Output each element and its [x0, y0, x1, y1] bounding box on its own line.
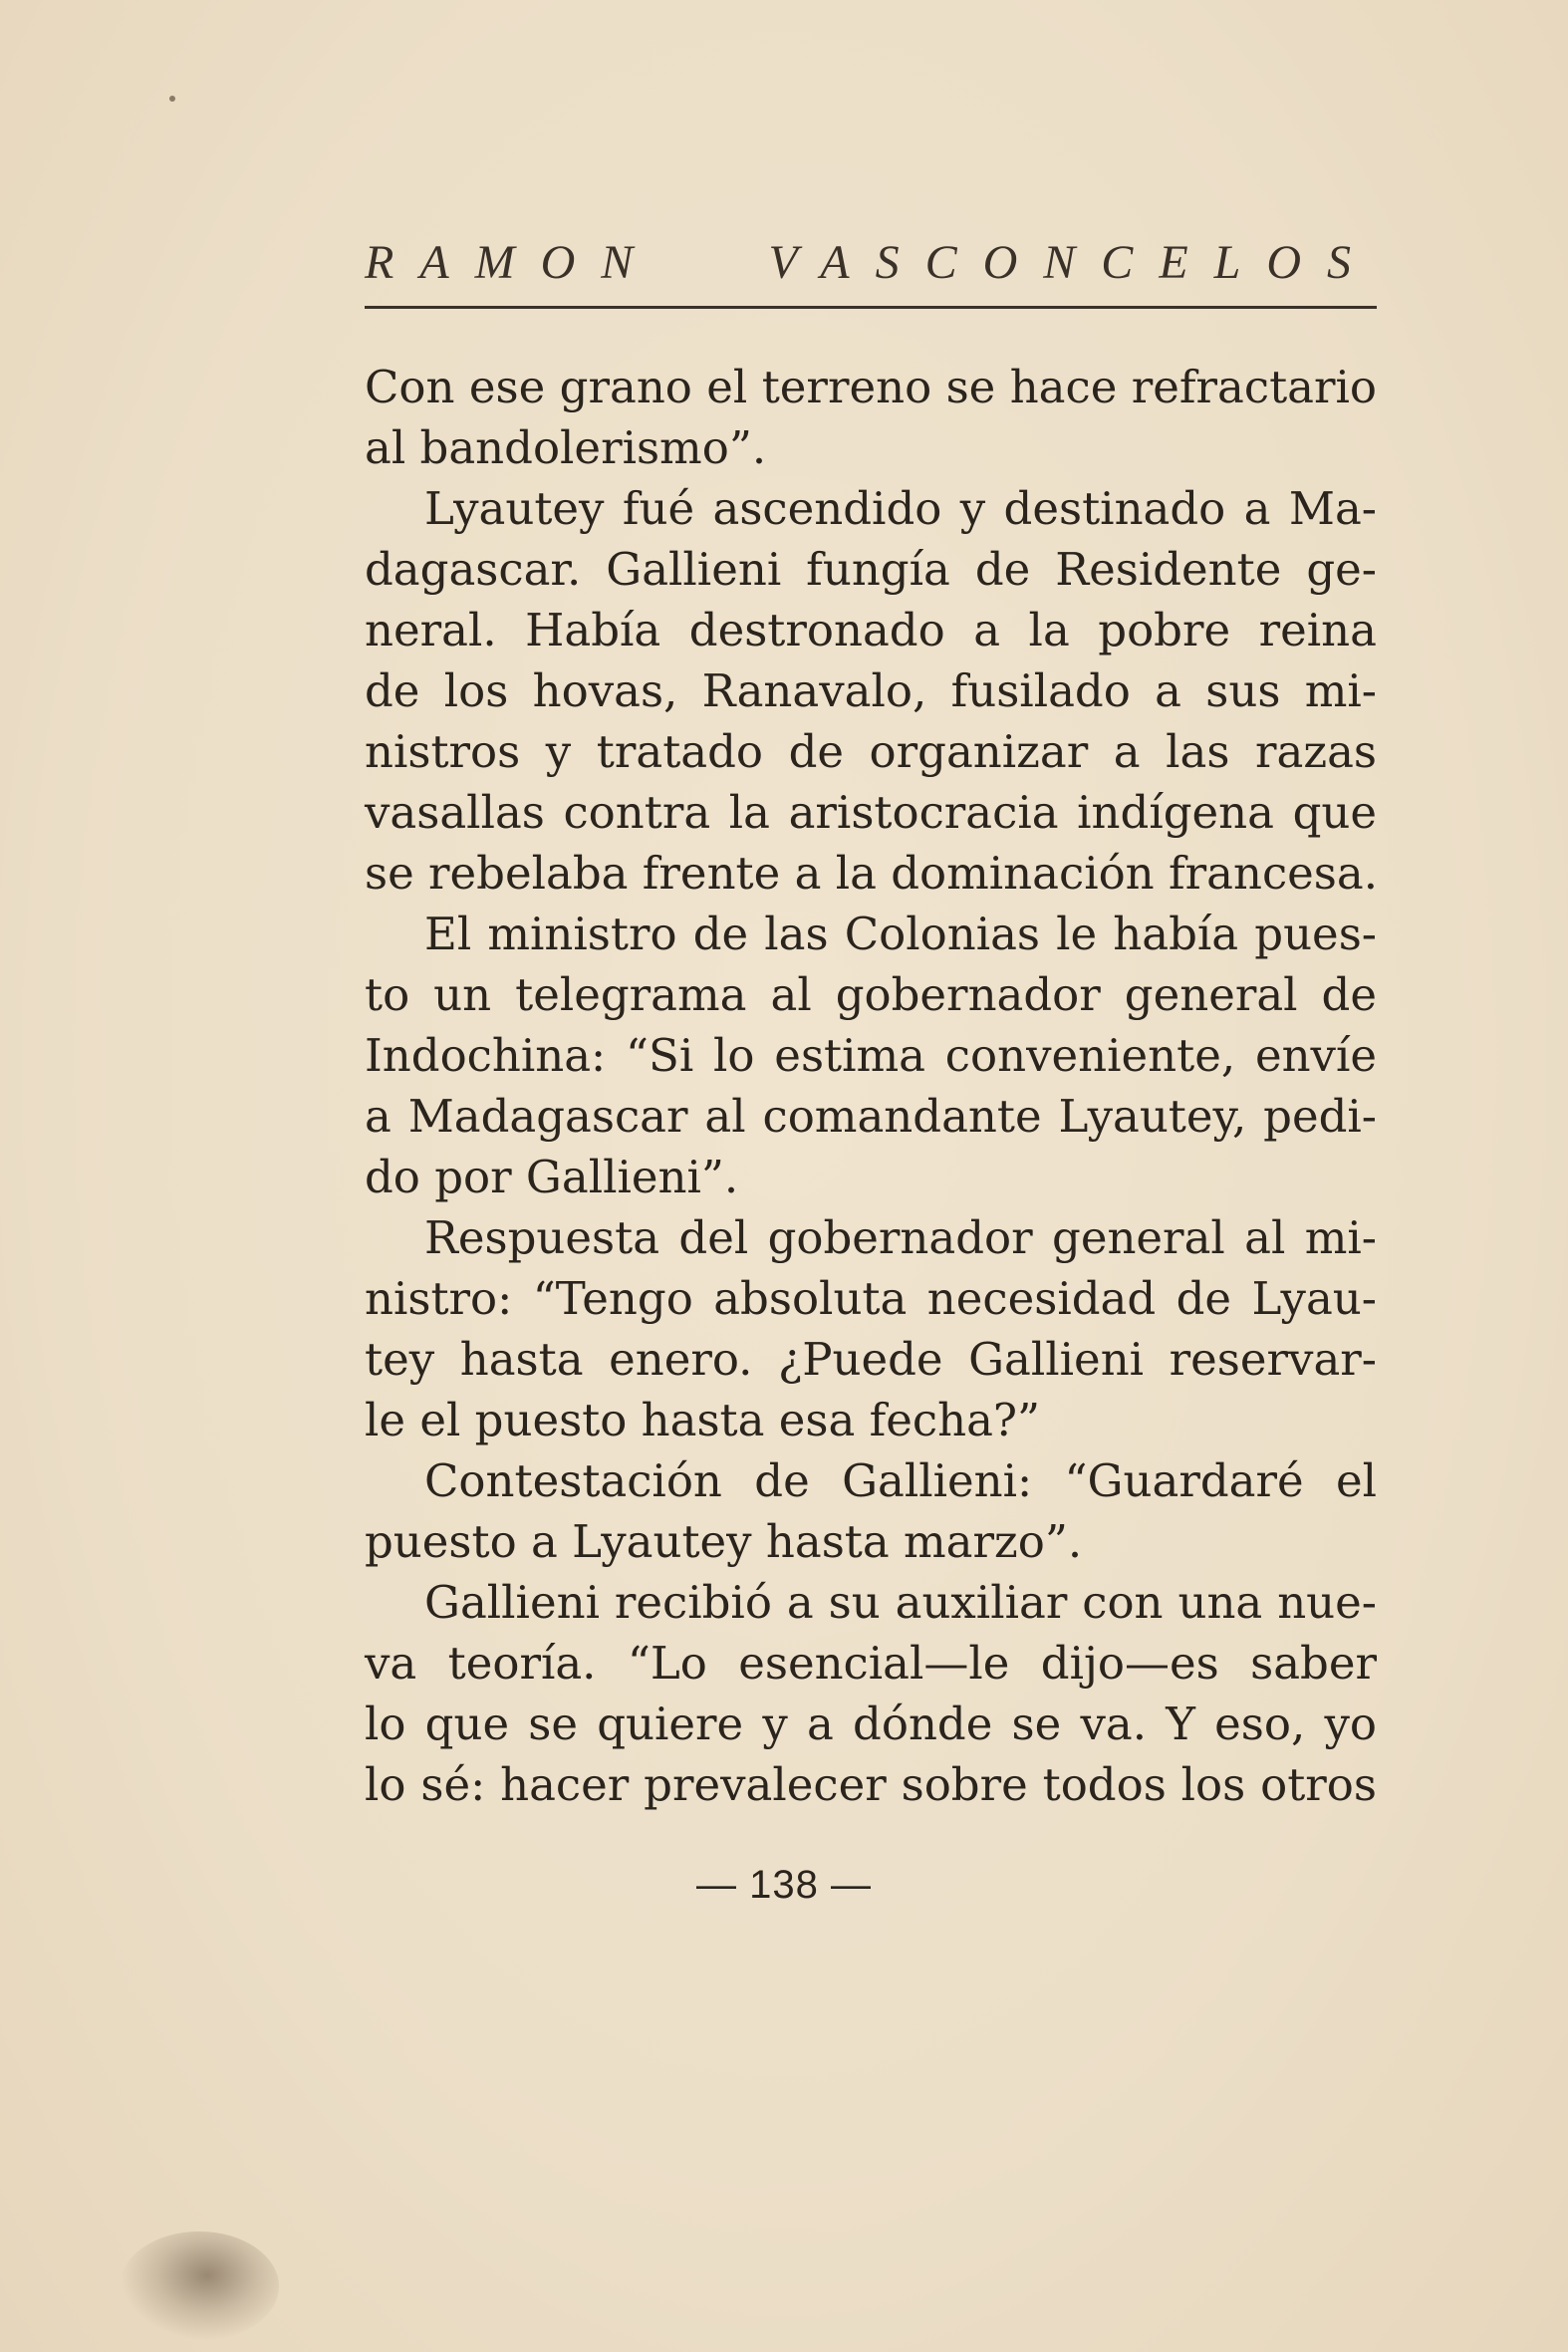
text-line: de los hovas, Ranavalo, fusilado a sus mi- — [365, 664, 1377, 717]
text-line: Gallieni recibió a su auxiliar con una nue- — [424, 1576, 1377, 1629]
header-first-name: RAMON — [365, 236, 659, 289]
text-line: neral. Había destronado a la pobre reina — [365, 604, 1377, 656]
page-number: — 138 — — [696, 1863, 872, 1907]
text-line: lo que se quiere y a dónde se va. Y eso, yo — [365, 1698, 1377, 1750]
text-line: Indochina: “Si lo estima conveniente, envíe — [365, 1029, 1377, 1082]
text-line: nistro: “Tengo absoluta necesidad de Lyau- — [365, 1272, 1377, 1325]
text-line: do por Gallieni”. — [365, 1151, 739, 1203]
text-line: Lyautey fué ascendido y destinado a Ma- — [424, 482, 1377, 535]
text-line: le el puesto hasta esa fecha?” — [365, 1394, 1041, 1446]
text-line: Respuesta del gobernador general al mi- — [424, 1211, 1377, 1264]
running-header — [365, 235, 1377, 290]
paper-stain — [120, 2231, 279, 2341]
text-line: va teoría. “Lo esencial—le dijo—es saber — [365, 1637, 1377, 1690]
text-line: Contestación de Gallieni: “Guardaré el — [424, 1454, 1377, 1507]
text-line: tey hasta enero. ¿Puede Gallieni reservar- — [365, 1333, 1377, 1386]
text-line: dagascar. Gallieni fungía de Residente ge- — [365, 543, 1377, 596]
body-text — [365, 357, 1377, 1815]
text-line: El ministro de las Colonias le había pues- — [424, 908, 1377, 960]
text-line: puesto a Lyautey hasta marzo”. — [365, 1515, 1083, 1568]
text-line: vasallas contra la aristocracia indígena que — [365, 786, 1377, 839]
text-line: se rebelaba frente a la dominación francesa. — [365, 847, 1379, 900]
text-line: Con ese grano el terreno se hace refractario — [365, 361, 1377, 413]
text-line: lo sé: hacer prevalecer sobre todos los otros — [365, 1758, 1377, 1811]
text-line: a Madagascar al comandante Lyautey, pedi- — [365, 1090, 1377, 1143]
text-line: to un telegrama al gobernador general de — [365, 968, 1377, 1021]
text-line: al bandolerismo”. — [365, 421, 767, 474]
paper-speck — [169, 96, 175, 102]
header-last-name: VASCONCELOS — [768, 236, 1377, 289]
text-line: nistros y tratado de organizar a las razas — [365, 725, 1377, 778]
header-rule — [365, 306, 1377, 309]
